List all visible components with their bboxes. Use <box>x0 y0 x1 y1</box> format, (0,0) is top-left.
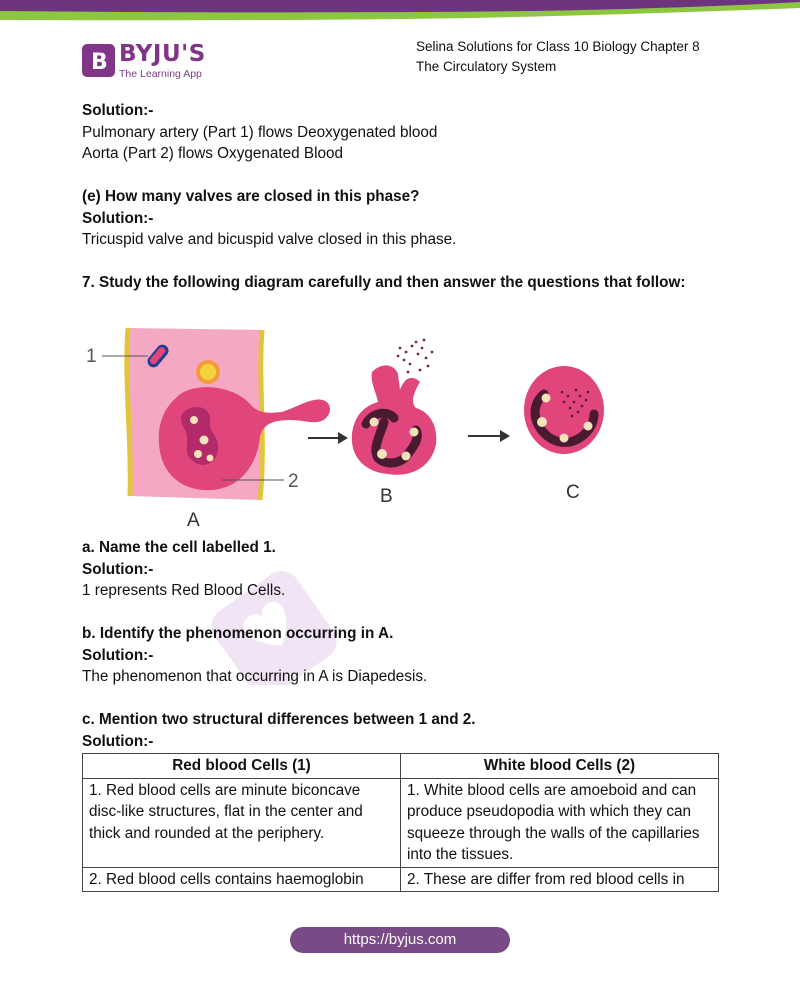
byjus-logo <box>82 42 206 82</box>
solution-label: Solution:- <box>82 102 154 119</box>
question-7: 7. Study the following diagram carefully and then answer the questions that follow: <box>82 274 686 291</box>
diagram-label-b: B <box>380 486 393 507</box>
content-questions <box>82 537 722 752</box>
solution-label: Solution:- <box>82 560 154 578</box>
answer-line: The phenomenon that occurring in A is Diapedesis. <box>82 668 428 685</box>
diagram-label-1: 1 <box>86 346 97 367</box>
logo-icon <box>82 44 115 77</box>
solution-label: Solution:- <box>82 209 154 227</box>
panel-b <box>352 339 436 507</box>
table-header-wbc: White blood Cells (2) <box>401 754 719 779</box>
answer-line: Pulmonary artery (Part 1) flows Deoxygenated blood <box>82 123 438 141</box>
comparison-table <box>82 753 719 892</box>
diagram-label-a: A <box>187 510 200 531</box>
table-header-rbc: Red blood Cells (1) <box>83 754 401 779</box>
logo-tagline: The Learning App <box>119 68 202 80</box>
table-row <box>83 867 719 892</box>
question-b: b. Identify the phenomenon occurring in A. <box>82 625 394 642</box>
question-a: a. Name the cell labelled 1. <box>82 539 276 556</box>
table-cell: 1. Red blood cells are minute biconcave disc-like structures, flat in the center and thick and rounded at the periphery. <box>83 778 401 867</box>
solution-label: Solution:- <box>82 646 154 664</box>
panel-a <box>86 328 330 531</box>
table-cell: 2. These are differ from red blood cells in <box>401 867 719 892</box>
arrow-icon <box>468 430 510 442</box>
question-c: c. Mention two structural differences between 1 and 2. <box>82 711 476 728</box>
solution-label: Solution:- <box>82 732 154 750</box>
header-title-line2: The Circulatory System <box>416 59 557 74</box>
table-header-row <box>83 754 719 779</box>
answer-line: Aorta (Part 2) flows Oxygenated Blood <box>82 145 344 162</box>
footer-url-link[interactable]: https://byjus.com <box>290 927 510 953</box>
diagram-label-2: 2 <box>288 471 299 492</box>
diapedesis-diagram <box>82 312 722 532</box>
question-e: (e) How many valves are closed in this phase? <box>82 188 420 205</box>
logo-name: BYJU'S <box>119 41 206 67</box>
svg-text:B: B <box>91 50 108 75</box>
table-cell: 1. White blood cells are amoeboid and can produce pseudopodia with which they can squeeze through the walls of the capillaries into the tissues. <box>401 778 719 867</box>
answer-line: Tricuspid valve and bicuspid valve closed in this phase. <box>82 231 457 248</box>
diagram-label-c: C <box>566 482 580 503</box>
top-color-band <box>0 0 800 26</box>
answer-line: 1 represents Red Blood Cells. <box>82 582 286 599</box>
content-top <box>82 100 722 294</box>
document-header <box>416 37 700 77</box>
header-title-line1: Selina Solutions for Class 10 Biology Chapter 8 <box>416 39 700 54</box>
table-cell: 2. Red blood cells contains haemoglobin <box>83 867 401 892</box>
panel-c <box>524 366 604 503</box>
table-row <box>83 778 719 867</box>
arrow-icon <box>308 432 348 444</box>
